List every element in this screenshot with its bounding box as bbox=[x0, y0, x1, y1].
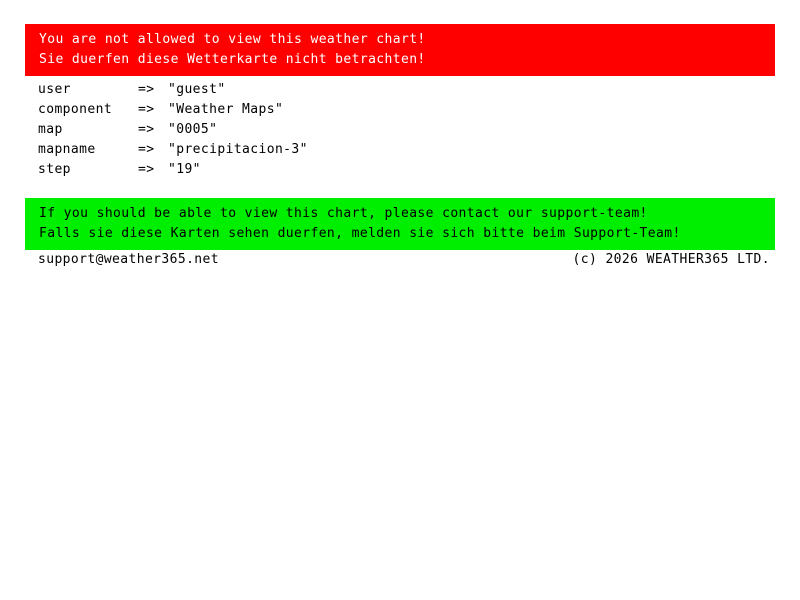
parameter-value: "guest" bbox=[168, 82, 226, 97]
parameter-key: step bbox=[38, 162, 71, 177]
error-banner-line-en: You are not allowed to view this weather chart! bbox=[39, 32, 426, 47]
parameter-value: "19" bbox=[168, 162, 201, 177]
parameter-arrow: => bbox=[138, 82, 155, 97]
error-banner bbox=[25, 24, 775, 76]
parameter-key: mapname bbox=[38, 142, 96, 157]
parameter-arrow: => bbox=[138, 162, 155, 177]
parameter-row-step bbox=[38, 160, 778, 180]
support-banner-line-de: Falls sie diese Karten sehen duerfen, melden sie sich bitte beim Support-Team! bbox=[39, 226, 681, 241]
parameter-list bbox=[38, 80, 778, 180]
parameter-key: component bbox=[38, 102, 113, 117]
parameter-key: map bbox=[38, 122, 63, 137]
parameter-arrow: => bbox=[138, 102, 155, 117]
parameter-row-mapname bbox=[38, 140, 778, 160]
error-banner-line-de: Sie duerfen diese Wetterkarte nicht betrachten! bbox=[39, 52, 426, 67]
support-banner-line-en: If you should be able to view this chart, please contact our support-team! bbox=[39, 206, 648, 221]
parameter-arrow: => bbox=[138, 122, 155, 137]
copyright-text: (c) 2026 WEATHER365 LTD. bbox=[572, 252, 770, 267]
parameter-value: "precipitacion-3" bbox=[168, 142, 308, 157]
support-banner bbox=[25, 198, 775, 250]
parameter-key: user bbox=[38, 82, 71, 97]
parameter-arrow: => bbox=[138, 142, 155, 157]
parameter-row-user bbox=[38, 80, 778, 100]
parameter-row-map bbox=[38, 120, 778, 140]
parameter-value: "0005" bbox=[168, 122, 218, 137]
parameter-value: "Weather Maps" bbox=[168, 102, 284, 117]
footer bbox=[38, 250, 770, 270]
parameter-row-component bbox=[38, 100, 778, 120]
support-email-link[interactable]: support@weather365.net bbox=[38, 252, 219, 267]
